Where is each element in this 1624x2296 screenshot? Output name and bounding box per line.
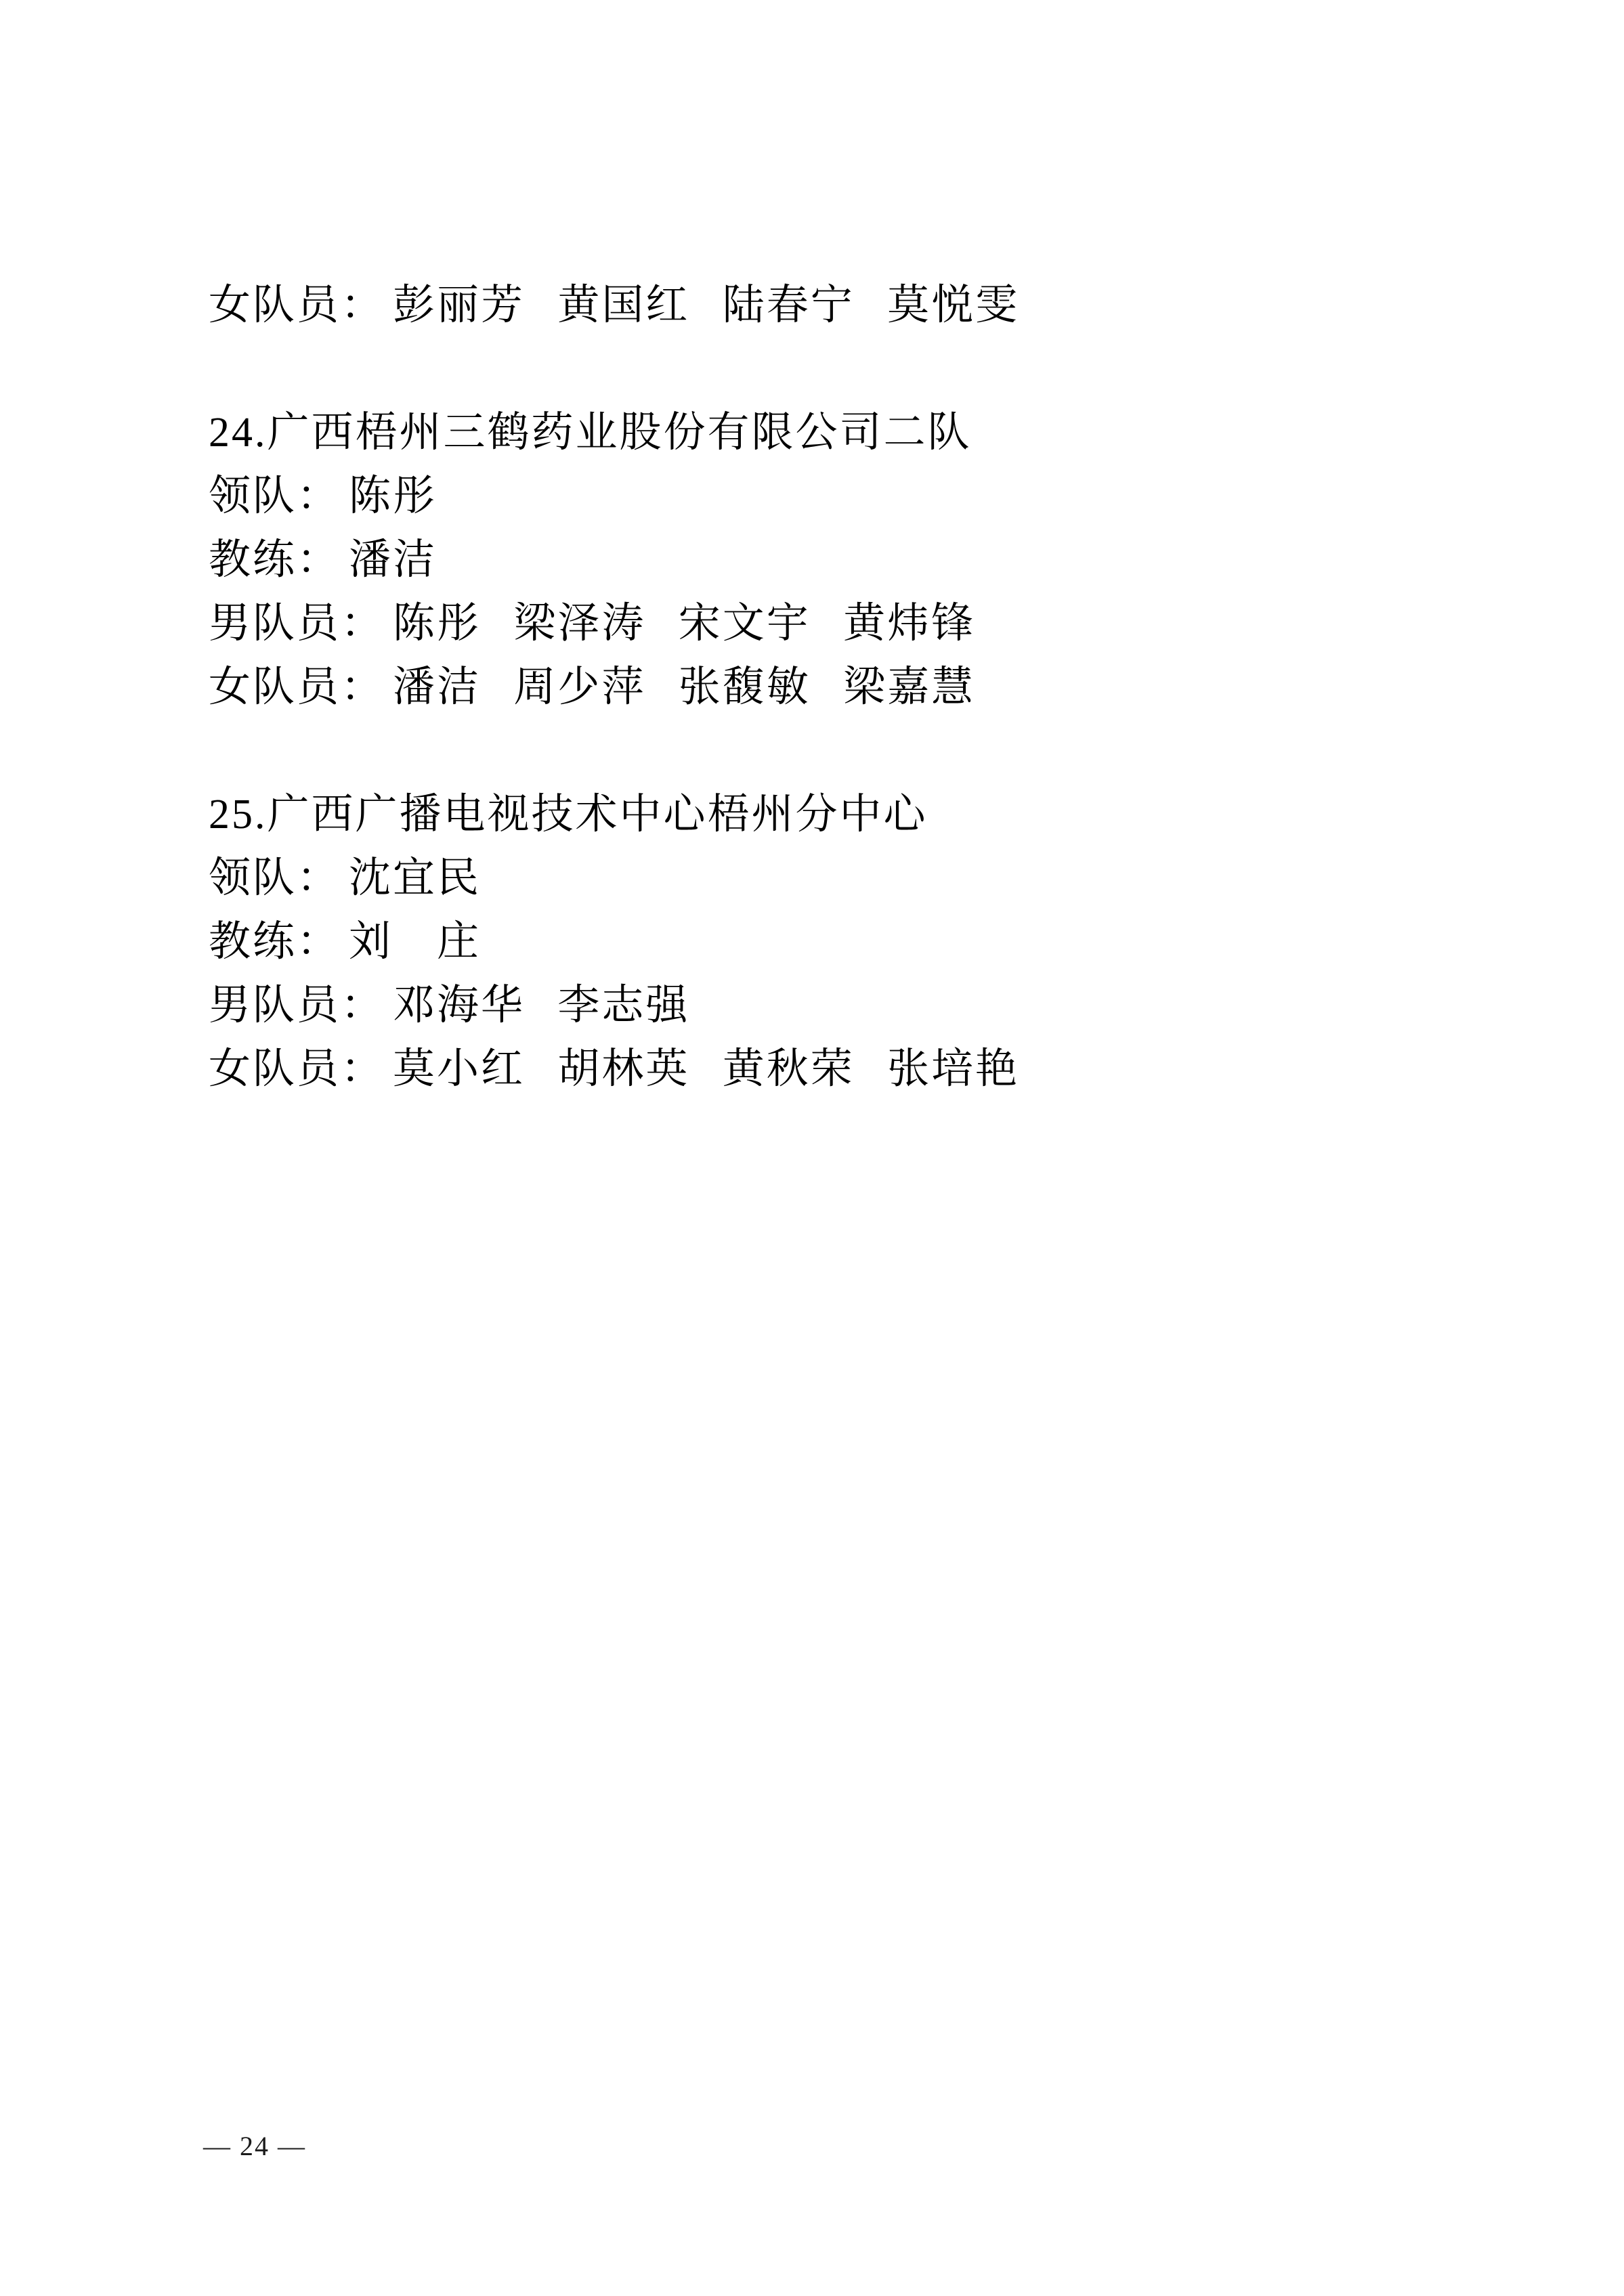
member-name: 莫小红	[393, 1046, 526, 1092]
roster-line-female	[209, 655, 1019, 719]
role-label: 领队：	[209, 855, 341, 901]
page-number: — 24 —	[203, 2131, 306, 2161]
member-name: 周少萍	[513, 664, 646, 710]
member-name: 邓海华	[393, 982, 526, 1028]
member-name: 梁嘉慧	[843, 664, 976, 710]
roster-line-coach	[209, 910, 1019, 974]
role-label: 男队员：	[209, 982, 385, 1028]
blank-line	[209, 719, 1019, 783]
member-name: 梁泽涛	[513, 601, 646, 647]
role-label: 教练：	[209, 919, 341, 965]
member-name: 刘 庄	[349, 919, 482, 965]
member-name: 潘洁	[349, 537, 437, 583]
member-name: 黄国红	[557, 282, 690, 328]
roster-line-male	[209, 974, 1019, 1037]
member-name: 陆春宁	[722, 282, 855, 328]
member-name: 张馥敏	[678, 664, 811, 710]
role-label: 男队员：	[209, 601, 385, 647]
member-name: 莫悦雯	[887, 282, 1020, 328]
member-name: 黄炜锋	[843, 601, 976, 647]
member-name: 潘洁	[393, 664, 482, 710]
roster-line-male	[209, 592, 1019, 655]
member-name: 彭丽芳	[393, 282, 526, 328]
team-25-title: 25.广西广播电视技术中心梧州分中心	[209, 792, 928, 838]
roster-line-carryover-female	[209, 274, 1019, 337]
roster-line-leader	[209, 846, 1019, 910]
role-label: 女队员：	[209, 664, 385, 710]
member-name: 胡林英	[557, 1046, 690, 1092]
role-label: 女队员：	[209, 1046, 385, 1092]
role-label: 女队员：	[209, 282, 385, 328]
member-name: 张培艳	[887, 1046, 1020, 1092]
roster-content	[209, 274, 1019, 1101]
blank-line	[209, 337, 1019, 401]
role-label: 教练：	[209, 537, 341, 583]
member-name: 陈彤	[349, 473, 437, 519]
member-name: 宋文宇	[678, 601, 811, 647]
roster-line-coach	[209, 528, 1019, 592]
member-name: 陈彤	[393, 601, 482, 647]
role-label: 领队：	[209, 473, 341, 519]
roster-line-leader	[209, 464, 1019, 528]
team-24-title: 24.广西梧州三鹤药业股份有限公司二队	[209, 410, 972, 456]
roster-line-female	[209, 1037, 1019, 1101]
member-name: 黄秋荣	[722, 1046, 855, 1092]
member-name: 李志强	[557, 982, 690, 1028]
member-name: 沈宜民	[349, 855, 482, 901]
